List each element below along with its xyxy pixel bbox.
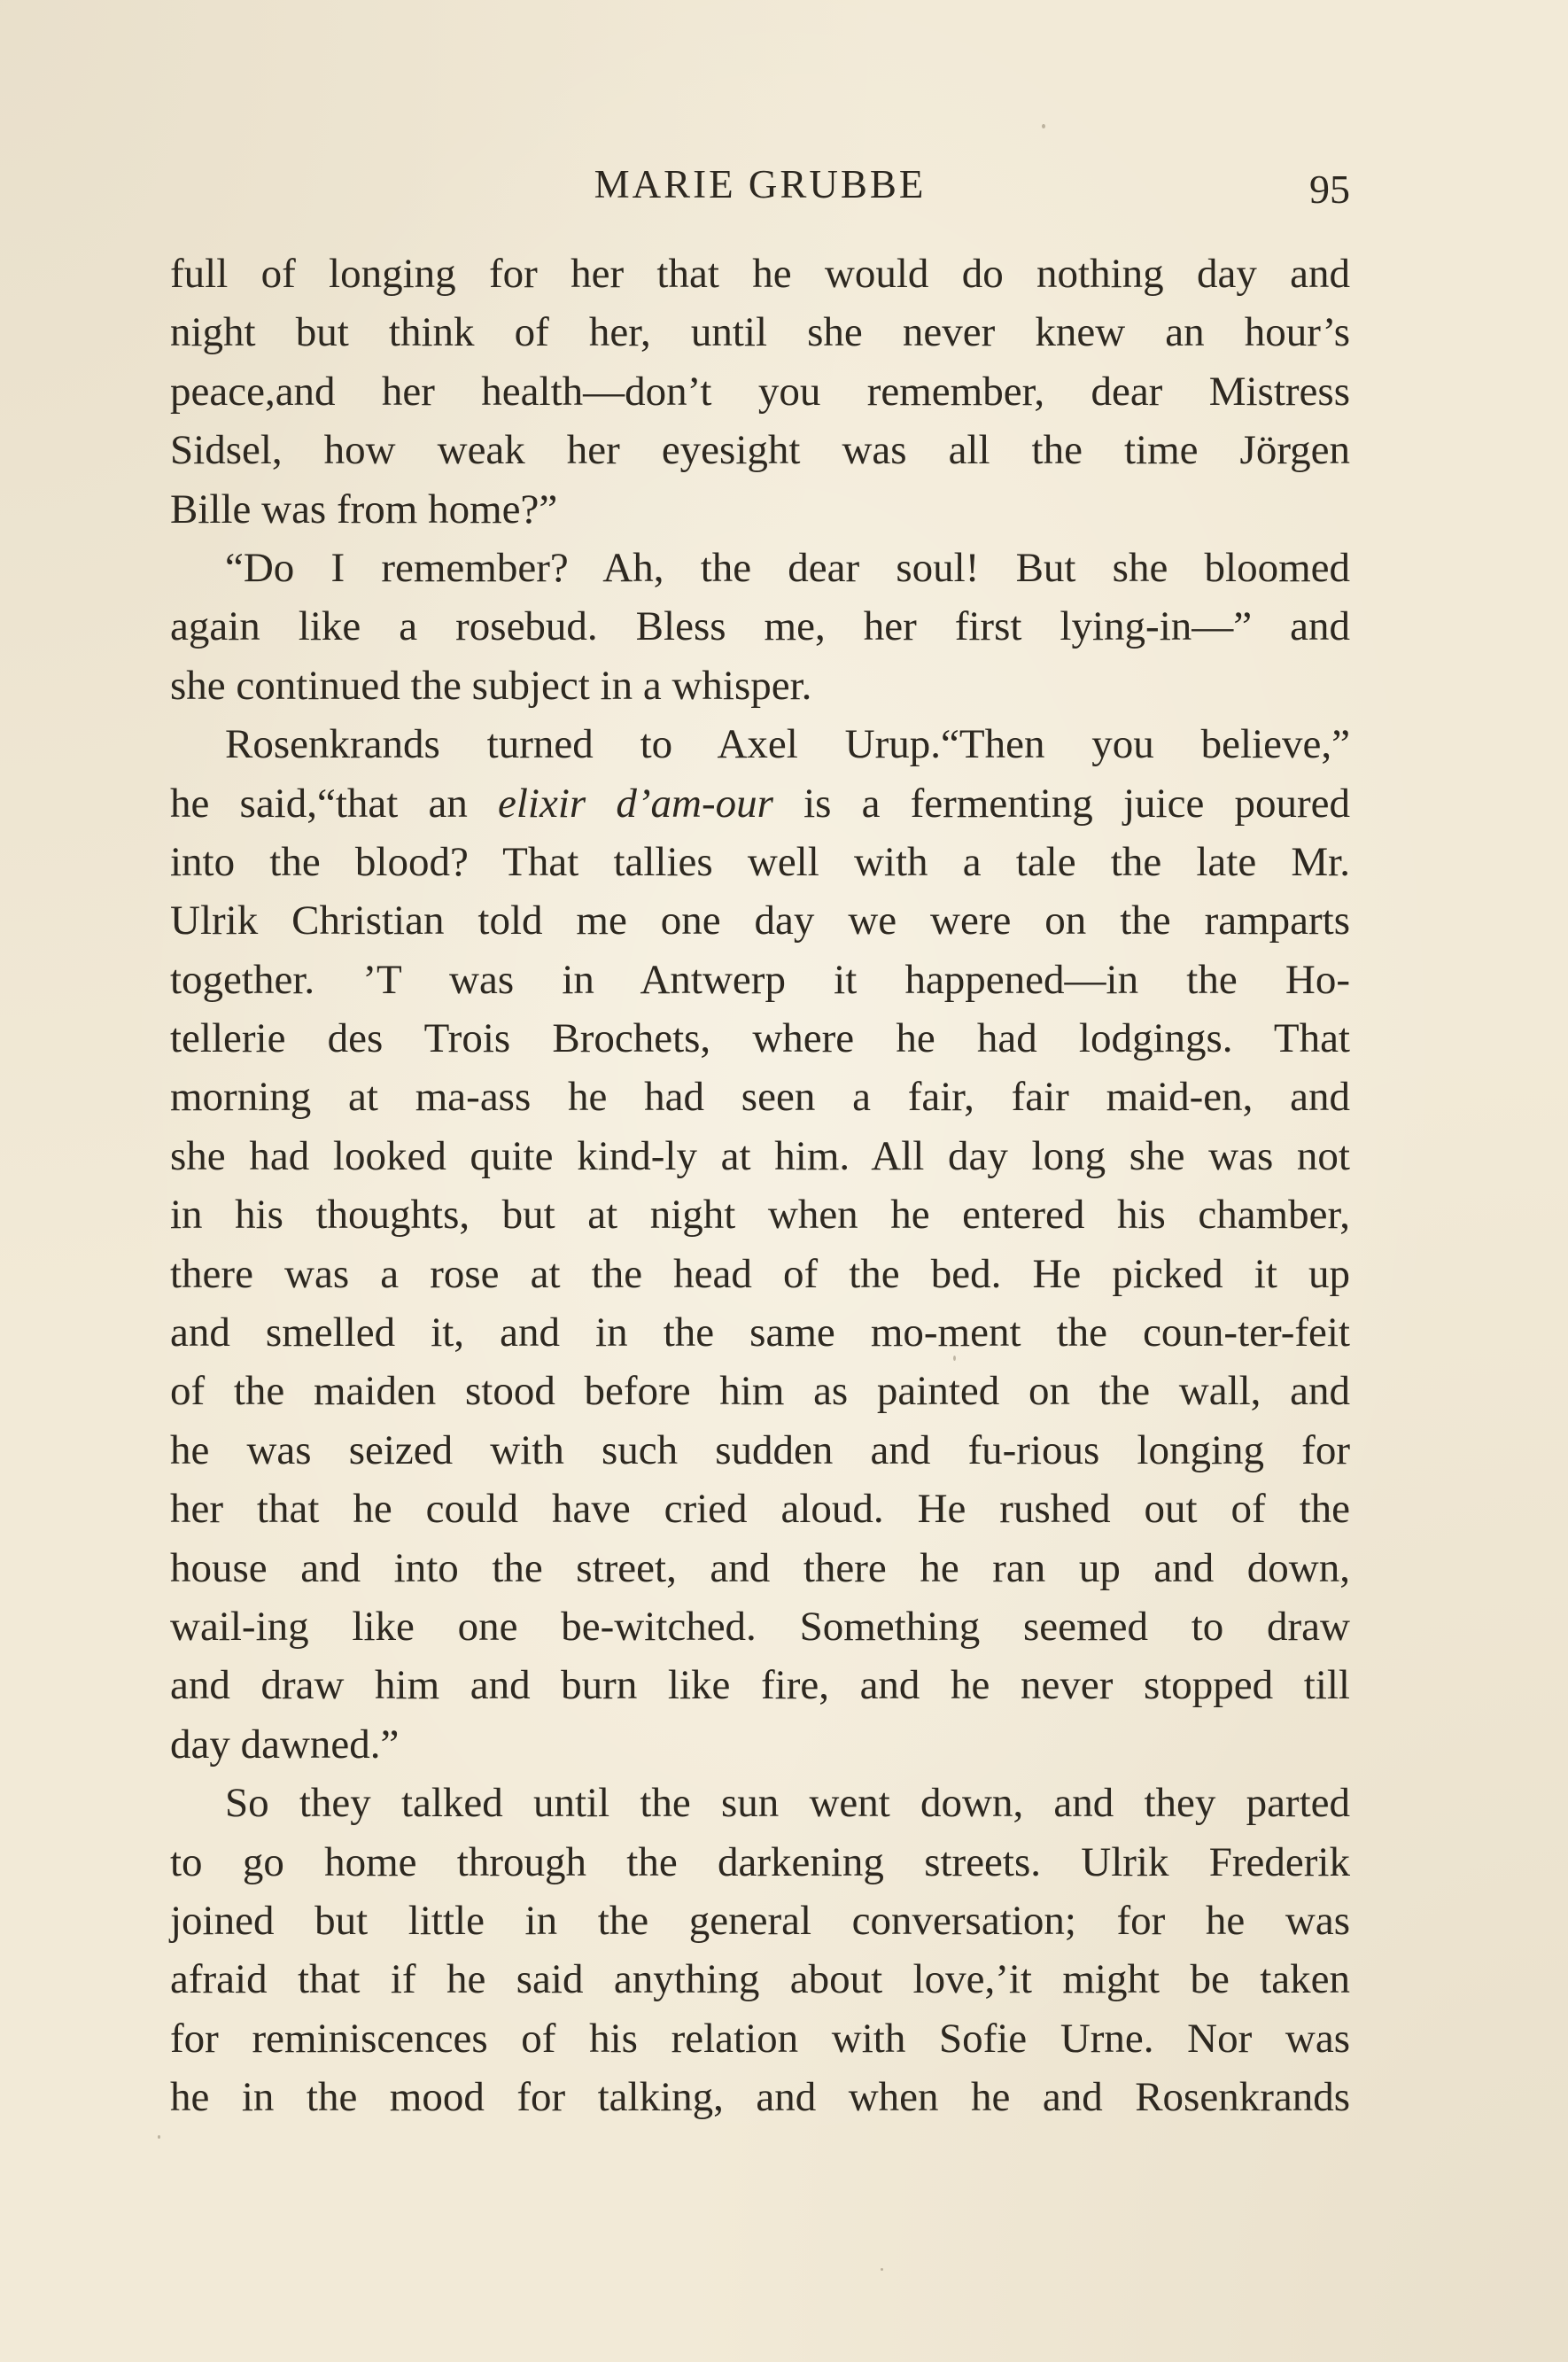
text-line: and smelled it, and in the same mo-ment the coun-ter-feit [170, 1309, 1350, 1356]
text-line: morning at ma-ass he had seen a fair, fair maid-en, and [170, 1074, 1350, 1121]
text-segment: he said,“that an [170, 780, 499, 827]
text-line: he in the mood for talking, and when he and Rosenkrands [170, 2074, 1350, 2121]
text-line: house and into the street, and there he ran up and down, [170, 1544, 1350, 1591]
text-line: full of longing for her that he would do nothing day and [170, 251, 1350, 297]
text-line: Sidsel, how weak her eyesight was all the time Jörgen [170, 427, 1350, 474]
text-line: joined but little in the general conversation; for he was [170, 1897, 1350, 1944]
text-line: night but think of her, until she never knew an hour’s [170, 309, 1350, 356]
paper-speck [158, 2135, 160, 2139]
text-line: to go home through the darkening streets. Ulrik Frederik [170, 1838, 1350, 1885]
text-line: for reminiscences of his relation with Sofie Urne. Nor was [170, 2015, 1350, 2062]
paper-speck [953, 1356, 956, 1361]
text-line: into the blood? That tallies well with a tale the late Mr. [170, 838, 1350, 885]
text-line: peace,and her health—don’t you remember, dear Mistress [170, 368, 1350, 415]
body-text [170, 245, 1350, 2127]
text-line: tellerie des Trois Brochets, where he had lodgings. That [170, 1015, 1350, 1062]
text-line: and draw him and burn like fire, and he never stopped till [170, 1662, 1350, 1709]
running-title: MARIE GRUBBE [594, 162, 927, 206]
text-line: there was a rose at the head of the bed. He picked it up [170, 1250, 1350, 1297]
text-line: in his thoughts, but at night when he entered his chamber, [170, 1192, 1350, 1239]
paper-speck [881, 2268, 883, 2271]
text-line: afraid that if he said anything about love,’it might be taken [170, 1956, 1350, 2003]
italic-phrase: elixir d’am-our [498, 780, 773, 827]
text-line: together. ’T was in Antwerp it happened—in the Ho- [170, 956, 1350, 1003]
text-line: So they talked until the sun went down, and they parted [225, 1780, 1350, 1827]
running-head [170, 158, 1350, 211]
page-number: 95 [1309, 167, 1350, 212]
text-line: he was seized with such sudden and fu-rious longing for [170, 1426, 1350, 1473]
text-line-with-italic [170, 774, 1350, 833]
text-line: again like a rosebud. Bless me, her first lying-in—” and [170, 603, 1350, 650]
text-line: wail-ing like one be-witched. Something seemed to draw [170, 1603, 1350, 1650]
text-line: her that he could have cried aloud. He rushed out of the [170, 1486, 1350, 1533]
text-line: she had looked quite kind-ly at him. All day long she was not [170, 1132, 1350, 1179]
text-line: she continued the subject in a whisper. [170, 662, 812, 709]
text-line: Ulrik Christian told me one day we were on the ramparts [170, 897, 1350, 944]
paper-speck [1042, 124, 1045, 128]
text-line: Rosenkrands turned to Axel Urup.“Then you believe,” [225, 721, 1350, 768]
text-line: of the maiden stood before him as painted on the wall, and [170, 1368, 1350, 1415]
text-line: “Do I remember? Ah, the dear soul! But she bloomed [225, 544, 1350, 591]
text-line: day dawned.” [170, 1721, 400, 1768]
text-segment: is a fermenting juice poured [772, 780, 1350, 827]
text-line: Bille was from home?” [170, 486, 558, 532]
